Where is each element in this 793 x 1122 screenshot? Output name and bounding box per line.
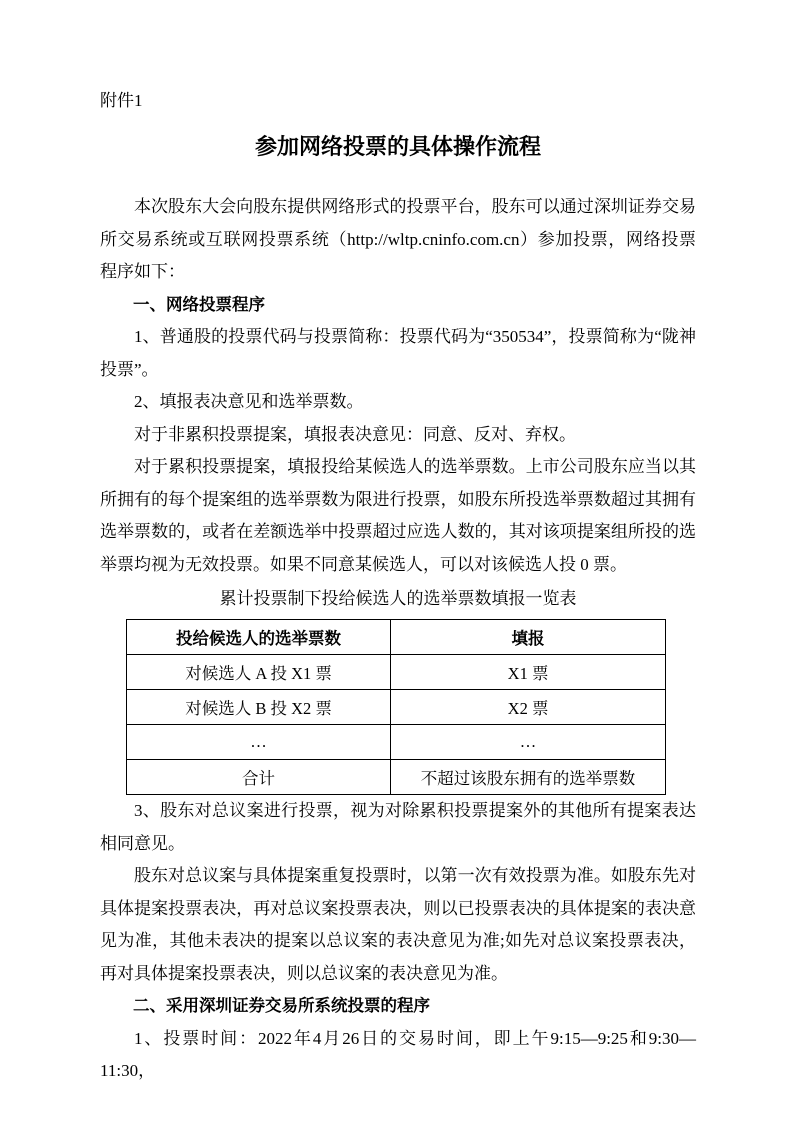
table-row	[127, 760, 666, 795]
non-cumulative-paragraph: 对于非累积投票提案，填报表决意见：同意、反对、弃权。	[134, 424, 576, 444]
intro-paragraph: 本次股东大会向股东提供网络形式的投票平台，股东可以通过深圳证券交易所交易系统或互联网投票系统（http://wltp.cninfo.com.cn）参加投票，网络投票程序如下：	[100, 197, 696, 281]
voting-time-paragraph: 1、投票时间：2022年4月26日的交易时间，即上午9:15—9:25和9:30—11:30，	[100, 1028, 696, 1080]
cumulative-paragraph: 对于累积投票提案，填报投给某候选人的选举票数。上市公司股东应当以其所拥有的每个提案组的选举票数为限进行投票，如股东所投选举票数超过其拥有选举票数的，或者在差额选举中投票超过应选人数的，其对该项提案组所投的选举票均视为无效投票。如果不同意某候选人，可以对该候选人投 0 票。	[100, 457, 696, 574]
table-header-row	[127, 620, 666, 655]
general-proposal-paragraph: 3、股东对总议案进行投票，视为对除累积投票提案外的其他所有提案表达相同意见。	[100, 801, 696, 853]
table-cell: 不超过该股东拥有的选举票数	[391, 760, 666, 795]
table-cell: …	[391, 725, 666, 760]
voting-code-paragraph: 1、普通股的投票代码与投票简称：投票代码为“350534”，投票简称为“陇神投票”。	[100, 327, 696, 379]
section-1-heading: 一、网络投票程序	[133, 295, 265, 314]
section-2-heading: 二、采用深圳证券交易所系统投票的程序	[133, 997, 430, 1015]
table-cell: 对候选人 B 投 X2 票	[127, 690, 391, 725]
table-cell: X2 票	[391, 690, 666, 725]
repeat-vote-paragraph: 股东对总议案与具体提案重复投票时，以第一次有效投票为准。如股东先对具体提案投票表决，再对总议案投票表决，则以已投票表决的具体提案的表决意见为准，其他未表决的提案以总议案的表决意见为准;如先对总议案投票表决，再对具体提案投票表决，则以总议案的表决意见为准。	[100, 866, 696, 983]
table-row	[127, 655, 666, 690]
table-cell: 合计	[127, 760, 391, 795]
fill-opinion-paragraph: 2、填报表决意见和选举票数。	[134, 392, 364, 411]
table-cell: X1 票	[391, 655, 666, 690]
table-caption: 累计投票制下投给候选人的选举票数填报一览表	[219, 589, 577, 608]
vote-count-table	[126, 619, 666, 795]
document-title: 参加网络投票的具体操作流程	[254, 134, 541, 159]
document-content	[100, 84, 696, 1088]
table-cell: …	[127, 725, 391, 760]
table-row	[127, 725, 666, 760]
table-cell: 对候选人 A 投 X1 票	[127, 655, 391, 690]
table-row	[127, 690, 666, 725]
attachment-label: 附件1	[100, 91, 143, 110]
table-header-cell-votes: 投给候选人的选举票数	[127, 620, 391, 655]
table-header-cell-fill: 填报	[391, 620, 666, 655]
